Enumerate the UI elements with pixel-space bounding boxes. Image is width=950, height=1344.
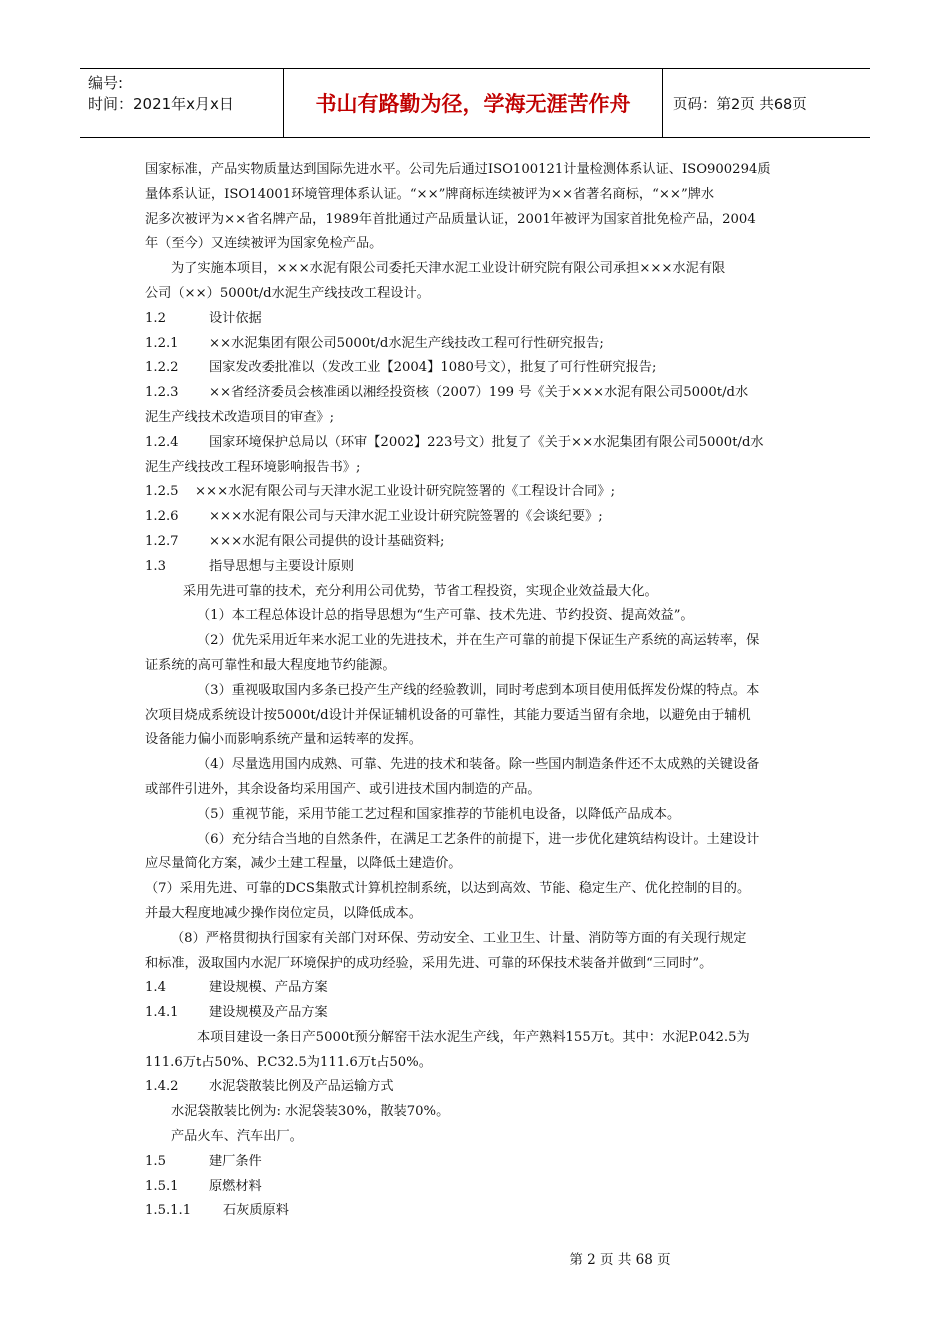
section-number: 1.4 [145, 980, 166, 996]
line-text: 产品火车、汽车出厂。 [171, 1129, 303, 1145]
line-text: 并最大程度地减少操作岗位定员，以降低成本。 [145, 905, 422, 921]
line-text: ××水泥集团有限公司5000t/d水泥生产线技改工程可行性研究报告; [209, 335, 604, 351]
line-text: 量体系认证，ISO14001环境管理体系认证。“××”牌商标连续被评为××省著名商标，“××”牌水 [145, 186, 715, 202]
line-text: 证系统的高可靠性和最大程度地节约能源。 [145, 657, 396, 673]
line-text: 石灰质原料 [223, 1203, 289, 1219]
body-text-line [145, 158, 810, 183]
line-text: 原燃材料 [209, 1178, 262, 1194]
header-page-info: 页码：第2页 共68页 [673, 96, 807, 113]
line-text: 泥生产线技术改造项目的审查》; [145, 409, 335, 425]
body-text-line [145, 580, 810, 605]
line-text: 年（至今）又连续被评为国家免检产品。 [145, 236, 383, 252]
line-text: 次项目烧成系统设计按5000t/d设计并保证辅机设备的可靠性，其能力要适当留有余地，以避免由于辅机 [145, 707, 751, 723]
line-text: （5）重视节能，采用节能工艺过程和国家推荐的节能机电设备，以降低产品成本。 [197, 806, 681, 822]
line-text: 水泥袋散装比例及产品运输方式 [209, 1079, 394, 1095]
section-number: 1.5.1.1 [145, 1203, 192, 1219]
line-text: 建设规模及产品方案 [209, 1005, 328, 1021]
section-heading [145, 1150, 810, 1175]
body-text-line [145, 679, 810, 704]
section-number: 1.2.6 [145, 509, 179, 525]
section-heading [145, 555, 810, 580]
section-heading [145, 307, 810, 332]
section-number: 1.2.4 [145, 434, 179, 450]
section-number: 1.3 [145, 558, 166, 574]
line-text: 建厂条件 [209, 1153, 262, 1169]
section-number: 1.5 [145, 1153, 166, 1169]
section-heading [145, 530, 810, 555]
page-footer: 第 2 页 共 68 页 [569, 1252, 671, 1268]
body-text-line [145, 877, 810, 902]
line-text: 为了实施本项目，×××水泥有限公司委托天津水泥工业设计研究院有限公司承担×××水泥有限 [171, 261, 726, 277]
section-number: 1.5.1 [145, 1178, 179, 1194]
line-text: （1）本工程总体设计总的指导思想为“生产可靠、技术先进、节约投资、提高效益”。 [197, 608, 694, 624]
line-text: ×××水泥有限公司与天津水泥工业设计研究院签署的《工程设计合同》; [195, 484, 616, 500]
line-text: 建设规模、产品方案 [209, 980, 328, 996]
section-heading [145, 976, 810, 1001]
section-heading [145, 1199, 810, 1224]
line-text: 111.6万t占50%、P.C32.5为111.6万t占50%。 [145, 1054, 432, 1070]
body-text-line [145, 728, 810, 753]
header-motto: 书山有路勤为径，学海无涯苦作舟 [284, 69, 663, 137]
line-text: 本项目建设一条日产5000t预分解窑干法水泥生产线，年产熟料155万t。其中：水泥P.042.5为 [197, 1029, 750, 1045]
line-text: 采用先进可靠的技术，充分利用公司优势，节省工程投资，实现企业效益最大化。 [183, 583, 658, 599]
line-text: 设备能力偏小而影响系统产量和运转率的发挥。 [145, 732, 422, 748]
line-text: 国家环境保护总局以（环审【2002】223号文）批复了《关于××水泥集团有限公司5000t/d水 [209, 434, 764, 450]
section-number: 1.2.2 [145, 360, 179, 376]
document-body [145, 158, 810, 1224]
body-text-line [145, 1051, 810, 1076]
page-header [80, 68, 870, 138]
body-text-line [145, 828, 810, 853]
date-label: 时间：2021年x月x日 [88, 95, 234, 113]
line-text: （4）尽量选用国内成熟、可靠、先进的技术和装备。除一些国内制造条件还不太成熟的关键设备 [197, 757, 760, 773]
body-text-line [145, 604, 810, 629]
body-text-line [145, 952, 810, 977]
line-text: （8）严格贯彻执行国家有关部门对环保、劳动安全、工业卫生、计量、消防等方面的有关现行规定 [171, 930, 747, 946]
body-text-line [145, 753, 810, 778]
body-text-line [145, 803, 810, 828]
line-text: ×××水泥有限公司与天津水泥工业设计研究院签署的《会谈纪要》; [209, 509, 603, 525]
line-text: 指导思想与主要设计原则 [209, 558, 355, 574]
line-text: 和标准，汲取国内水泥厂环境保护的成功经验，采用先进、可靠的环保技术装备并做到“三同时”。 [145, 955, 713, 971]
section-number: 1.2.7 [145, 533, 179, 549]
body-text-line [145, 778, 810, 803]
body-text-line [145, 456, 810, 481]
number-label: 编号: [88, 74, 124, 92]
body-text-line [145, 208, 810, 233]
section-number: 1.2.3 [145, 385, 179, 401]
section-number: 1.2 [145, 310, 166, 326]
line-text: 泥多次被评为××省名牌产品，1989年首批通过产品质量认证，2001年被评为国家首批免检产品，2004 [145, 211, 756, 227]
section-heading [145, 1175, 810, 1200]
line-text: 泥生产线技改工程环境影响报告书》; [145, 459, 361, 475]
section-number: 1.4.1 [145, 1005, 179, 1021]
line-text: ××省经济委员会核准函以湘经投资核（2007）199 号《关于×××水泥有限公司5000t/d水 [209, 385, 749, 401]
line-text: 公司（××）5000t/d水泥生产线技改工程设计。 [145, 285, 430, 301]
line-text: 国家发改委批准以（发改工业【2004】1080号文），批复了可行性研究报告; [209, 360, 657, 376]
body-text-line [145, 927, 810, 952]
line-text: 设计依据 [209, 310, 262, 326]
body-text-line [145, 654, 810, 679]
body-text-line [145, 183, 810, 208]
line-text: ×××水泥有限公司提供的设计基础资料; [209, 533, 445, 549]
line-text: （2）优先采用近年来水泥工业的先进技术，并在生产可靠的前提下保证生产系统的高运转率，保 [197, 633, 760, 649]
section-heading [145, 1001, 810, 1026]
section-heading [145, 505, 810, 530]
body-text-line [145, 257, 810, 282]
body-text-line [145, 852, 810, 877]
section-heading [145, 1075, 810, 1100]
section-heading [145, 356, 810, 381]
line-text: （3）重视吸取国内多条已投产生产线的经验教训，同时考虑到本项目使用低挥发份煤的特点。本 [197, 682, 760, 698]
body-text-line [145, 232, 810, 257]
line-text: 国家标准，产品实物质量达到国际先进水平。公司先后通过ISO100121计量检测体系认证、ISO900294质 [145, 162, 771, 177]
body-text-line [145, 1100, 810, 1125]
body-text-line [145, 629, 810, 654]
line-text: 应尽量简化方案，减少土建工程量，以降低土建造价。 [145, 856, 462, 872]
body-text-line [145, 1026, 810, 1051]
section-number: 1.2.1 [145, 335, 179, 351]
body-text-line [145, 282, 810, 307]
body-text-line [145, 704, 810, 729]
line-text: （6）充分结合当地的自然条件，在满足工艺条件的前提下，进一步优化建筑结构设计。土建设计 [197, 831, 760, 847]
section-number: 1.4.2 [145, 1079, 179, 1095]
body-text-line [145, 1125, 810, 1150]
body-text-line [145, 902, 810, 927]
line-text: 水泥袋散装比例为: 水泥袋装30%，散装70%。 [171, 1104, 450, 1120]
section-heading [145, 480, 810, 505]
section-heading [145, 431, 810, 456]
line-text: （7）采用先进、可靠的DCS集散式计算机控制系统，以达到高效、节能、稳定生产、优化控制的目的。 [145, 881, 751, 897]
section-heading [145, 332, 810, 357]
body-text-line [145, 406, 810, 431]
header-left-cell [80, 69, 284, 137]
section-heading [145, 381, 810, 406]
section-number: 1.2.5 [145, 484, 179, 500]
line-text: 或部件引进外，其余设备均采用国产、或引进技术国内制造的产品。 [145, 781, 541, 797]
